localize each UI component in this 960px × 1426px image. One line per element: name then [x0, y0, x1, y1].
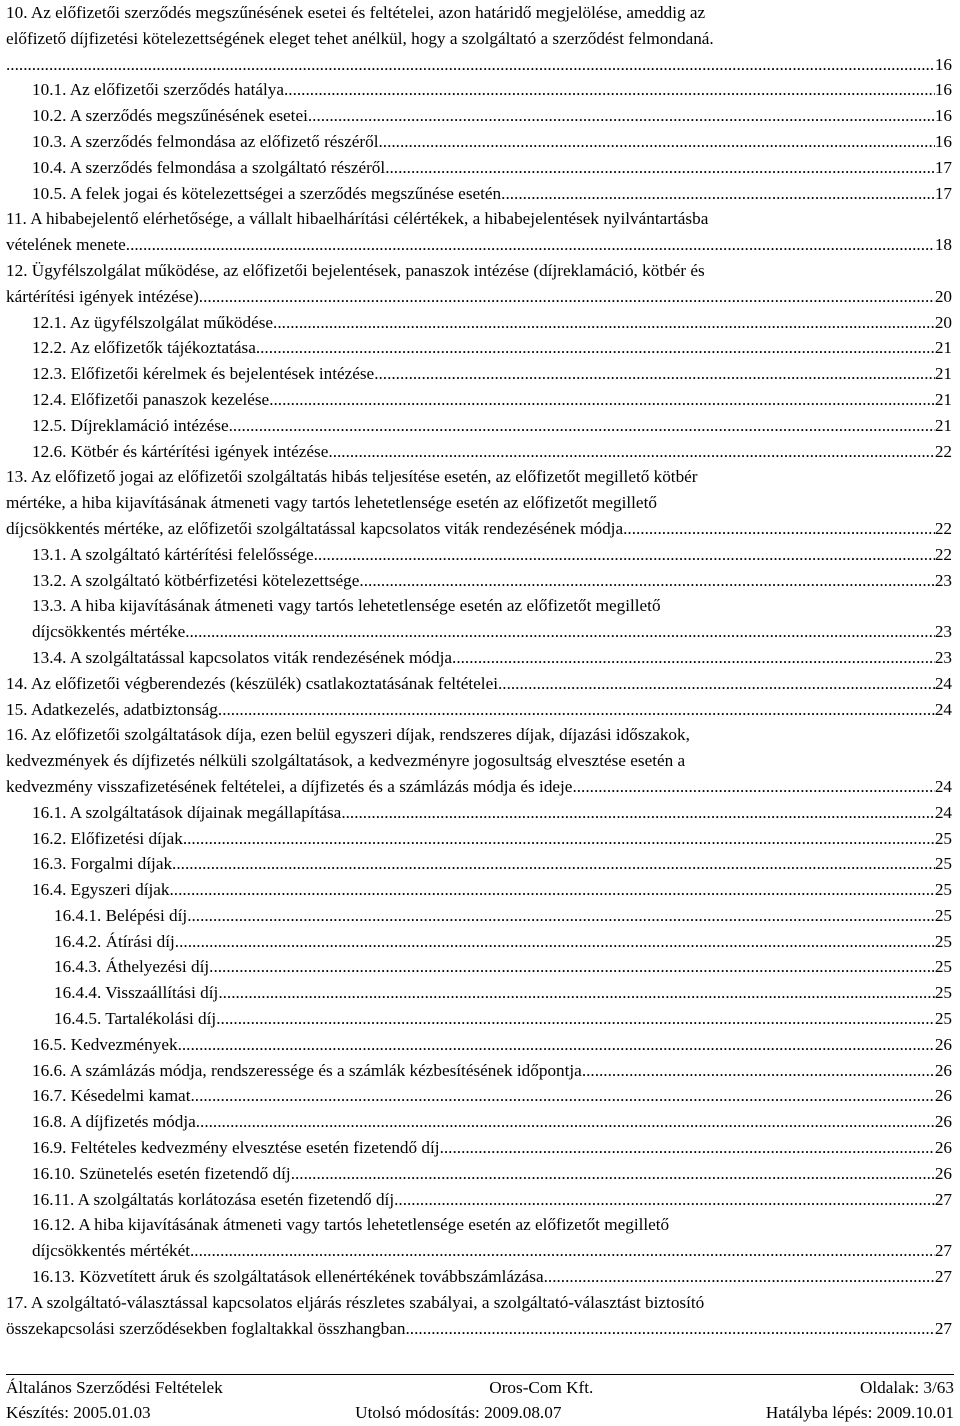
toc-page-number: 24: [934, 802, 952, 822]
dot-leader: [183, 826, 935, 852]
dot-leader: [185, 619, 935, 645]
toc-page-number: 16: [934, 54, 952, 74]
toc-entry[interactable]: [6, 1135, 952, 1161]
toc-entry-text: 14. Az előfizetői végberendezés (készülék) csatlakoztatásának feltételei.: [6, 673, 503, 693]
dot-leader: [190, 1083, 934, 1109]
toc-page-number: 26: [934, 1086, 952, 1106]
toc-page-number: 24: [934, 776, 952, 796]
dot-leader: [256, 335, 935, 361]
toc-entry[interactable]: [6, 542, 952, 568]
toc-page-number: 23: [934, 647, 952, 667]
dot-leader: [410, 1316, 935, 1342]
toc-entry[interactable]: [6, 568, 952, 594]
toc-entry-text: 10.1. Az előfizetői szerződés hatálya: [32, 80, 284, 100]
toc-entry-text: 12. Ügyfélszolgálat működése, az előfizetői bejelentések, panaszok intézése (díjreklamáció, kötbér és: [6, 260, 705, 280]
dot-leader: [273, 310, 935, 336]
dot-leader: [229, 413, 935, 439]
dot-leader: [452, 645, 935, 671]
toc-entry-text: díjcsökkentés mértéke: [32, 622, 186, 642]
footer-page-number: Oldalak: 3/63: [859, 1378, 954, 1397]
toc-entry[interactable]: [6, 929, 952, 955]
toc-entry[interactable]: [6, 1109, 952, 1135]
toc-entry[interactable]: [6, 335, 952, 361]
toc-page-number: 22: [934, 544, 952, 564]
toc-entry-text: 16.6. A számlázás módja, rendszeressége és a számlák kézbesítésének időpontja: [32, 1060, 582, 1080]
dot-leader: [501, 181, 935, 207]
toc-page-number: 24: [934, 673, 952, 693]
dot-leader: [341, 800, 935, 826]
toc-entry[interactable]: [6, 103, 952, 129]
toc-entry-text: 10.4. A szerződés felmondása a szolgáltató részéről: [32, 157, 386, 177]
toc-entry[interactable]: [6, 129, 952, 155]
toc-page-number: 27: [934, 1318, 952, 1338]
dot-leader: [577, 774, 935, 800]
toc-entry-text: 13.1. A szolgáltató kártérítési felelőssége: [32, 544, 314, 564]
dot-leader: [222, 697, 935, 723]
footer-effective-date: Hatályba lépés: 2009.10.01: [765, 1403, 954, 1422]
footer-created-date: Készítés: 2005.01.03: [6, 1403, 151, 1422]
toc-page-number: 21: [934, 338, 952, 358]
toc-entry-text: vételének menete: [6, 235, 126, 255]
dot-leader: [218, 980, 935, 1006]
toc-page-number: 17: [934, 183, 952, 203]
toc-entry[interactable]: [6, 1083, 952, 1109]
toc-entry-text: 13.3. A hiba kijavításának átmeneti vagy tartós lehetetlensége esetén az előfizetőt megillető: [32, 596, 661, 616]
dot-leader: [544, 1264, 935, 1290]
toc-page-number: 25: [934, 1009, 952, 1029]
toc-entry[interactable]: [6, 206, 952, 258]
dot-leader: [126, 232, 935, 258]
toc-entry-text: kedvezmény visszafizetésének feltételei, a díjfizetés és a számlázás módja és ideje.: [6, 776, 577, 796]
toc-entry-text: 16.10. Szünetelés esetén fizetendő díj: [32, 1163, 291, 1183]
dot-leader: [394, 1187, 935, 1213]
toc-page-number: 25: [934, 880, 952, 900]
toc-entry[interactable]: [6, 1032, 952, 1058]
toc-entry-text: előfizető díjfizetési kötelezettségének eleget tehet anélkül, hogy a szolgáltató a szerződést felmondaná.: [6, 28, 714, 48]
toc-entry-text: 10.5. A felek jogai és kötelezettségei a szerződés megszűnése esetén: [32, 183, 502, 203]
dot-leader: [359, 568, 934, 594]
toc-entry-text: 12.4. Előfizetői panaszok kezelése: [32, 389, 270, 409]
toc-entry-text: 16. Az előfizetői szolgáltatások díja, ezen belül egyszeri díjak, rendszeres díjak, díjazási időszakok,: [6, 725, 690, 745]
toc-page-number: 23: [934, 622, 952, 642]
dot-leader: [196, 1109, 935, 1135]
toc-entry-text: 16.4.3. Áthelyezési díj: [54, 957, 210, 977]
toc-entry-text: 13.4. A szolgáltatással kapcsolatos viták rendezésének módja: [32, 647, 453, 667]
dot-leader: [209, 954, 935, 980]
toc-entry-text: 13. Az előfizető jogai az előfizetői szolgáltatás hibás teljesítése esetén, az előfizetőt megillető kötbér: [6, 467, 698, 487]
toc-entry-text: 15. Adatkezelés, adatbiztonság.: [6, 699, 223, 719]
toc-entry-text: 16.4.5. Tartalékolási díj: [54, 1009, 217, 1029]
dot-leader: [172, 851, 935, 877]
toc-entry[interactable]: [6, 1290, 952, 1342]
toc-entry[interactable]: [6, 671, 952, 697]
toc-entry[interactable]: [6, 1264, 952, 1290]
toc-entry[interactable]: [6, 1161, 952, 1187]
dot-leader: [385, 155, 935, 181]
toc-page-number: 26: [934, 1060, 952, 1080]
toc-page-number: 26: [934, 1163, 952, 1183]
page-footer: [6, 1374, 954, 1425]
toc-entry-text: összekapcsolási szerződésekben foglaltakkal összhangban.: [6, 1318, 410, 1338]
dot-leader: [216, 1006, 935, 1032]
toc-entry[interactable]: [6, 439, 952, 465]
dot-leader: [627, 516, 934, 542]
dot-leader: [284, 77, 935, 103]
toc-entry-text: 12.5. Díjreklamáció intézése: [32, 415, 229, 435]
dot-leader: [175, 929, 935, 955]
toc-entry-text: díjcsökkentés mértéke, az előfizetői szolgáltatással kapcsolatos viták rendezésének módja.: [6, 518, 628, 538]
toc-page-number: 25: [934, 957, 952, 977]
toc-page-number: 25: [934, 931, 952, 951]
toc-entry-text: 11. A hibabejelentő elérhetősége, a vállalt hibaelhárítási célértékek, a hibabejelentések nyilvántartásba: [6, 209, 709, 229]
dot-leader: [187, 903, 935, 929]
toc-entry-text: 16.5. Kedvezmények: [32, 1034, 178, 1054]
toc-page-number: 25: [934, 854, 952, 874]
toc-entry[interactable]: [6, 800, 952, 826]
toc-entry[interactable]: [6, 826, 952, 852]
dot-leader: [502, 671, 935, 697]
footer-document-title: Általános Szerződési Feltételek: [6, 1378, 223, 1397]
dot-leader: [374, 361, 935, 387]
toc-entry[interactable]: [6, 464, 952, 541]
toc-page-number: 16: [934, 131, 952, 151]
toc-entry[interactable]: [6, 181, 952, 207]
toc-entry-text: kártérítési igények intézése): [6, 286, 199, 306]
toc-entry-text: 16.8. A díjfizetés módja: [32, 1112, 196, 1132]
toc-page-number: 26: [934, 1034, 952, 1054]
toc-entry[interactable]: [6, 851, 952, 877]
toc-entry[interactable]: [6, 697, 952, 723]
toc-entry[interactable]: [6, 1058, 952, 1084]
toc-entry[interactable]: [6, 980, 952, 1006]
toc-page-number: 16: [934, 106, 952, 126]
toc-entry-text: 16.4.2. Átírási díj: [54, 931, 175, 951]
toc-entry-text: 16.9. Feltételes kedvezmény elvesztése esetén fizetendő díj: [32, 1138, 440, 1158]
toc-entry-text: 16.12. A hiba kijavításának átmeneti vagy tartós lehetetlensége esetén az előfizetőt megillető: [32, 1215, 670, 1235]
dot-leader: [269, 387, 935, 413]
toc-page-number: 21: [934, 364, 952, 384]
toc-entry-text: 16.2. Előfizetési díjak: [32, 828, 183, 848]
toc-entry[interactable]: [6, 1006, 952, 1032]
toc-entry[interactable]: [6, 593, 952, 645]
toc-page-number: 20: [934, 312, 952, 332]
toc-page-number: 27: [934, 1241, 952, 1261]
toc-entry[interactable]: [6, 361, 952, 387]
dot-leader: [291, 1161, 935, 1187]
toc-entry[interactable]: [6, 1187, 952, 1213]
dot-leader: [582, 1058, 935, 1084]
toc-entry-text: 17. A szolgáltató-választással kapcsolatos eljárás részletes szabályai, a szolgáltató-választást biztosító: [6, 1292, 705, 1312]
dot-leader: [378, 129, 934, 155]
toc-page-number: 20: [934, 286, 952, 306]
toc-page-number: 25: [934, 905, 952, 925]
toc-page-number: 22: [934, 441, 952, 461]
dot-leader: [308, 103, 935, 129]
toc-entry-text: kedvezmények és díjfizetés nélküli szolgáltatások, a kedvezményre jogosultság elvesztése esetén a: [6, 751, 686, 771]
toc-entry-text: 16.1. A szolgáltatások díjainak megállapítása: [32, 802, 342, 822]
toc-page-number: 26: [934, 1112, 952, 1132]
dot-leader: [169, 877, 934, 903]
dot-leader: [178, 1032, 935, 1058]
toc-entry[interactable]: [6, 722, 952, 799]
toc-page-number: 22: [934, 518, 952, 538]
toc-entry[interactable]: [6, 258, 952, 310]
toc-entry-text: 10.3. A szerződés felmondása az előfizető részéről: [32, 131, 379, 151]
toc-page-number: 24: [934, 699, 952, 719]
toc-entry-text: 10.2. A szerződés megszűnésének esetei: [32, 106, 308, 126]
toc-entry-text: 16.11. A szolgáltatás korlátozása esetén fizetendő díj: [32, 1189, 395, 1209]
toc-entry-text: 12.2. Az előfizetők tájékoztatása: [32, 338, 256, 358]
toc-entry-text: mértéke, a hiba kijavításának átmeneti vagy tartós lehetetlensége esetén az előfizetőt megillető: [6, 493, 657, 513]
toc-page-number: 25: [934, 828, 952, 848]
toc-entry-text: 10. Az előfizetői szerződés megszűnésének esetei és feltételei, azon határidő megjelölése, ameddig az: [6, 3, 706, 22]
toc-entry-text: 16.4.1. Belépési díj: [54, 905, 188, 925]
toc-entry-text: 16.4. Egyszeri díjak: [32, 880, 170, 900]
toc-entry[interactable]: [6, 954, 952, 980]
toc-page-number: 16: [934, 80, 952, 100]
toc-page-number: 25: [934, 983, 952, 1003]
toc-entry[interactable]: [6, 0, 952, 77]
toc-entry[interactable]: [6, 1212, 952, 1264]
table-of-contents: [6, 0, 952, 1341]
dot-leader: [199, 284, 935, 310]
toc-entry-text: 13.2. A szolgáltató kötbérfizetési kötelezettsége: [32, 570, 360, 590]
toc-entry[interactable]: [6, 387, 952, 413]
footer-company: Oros-Com Kft.: [489, 1378, 594, 1397]
toc-page-number: 17: [934, 157, 952, 177]
toc-entry[interactable]: [6, 877, 952, 903]
toc-page-number: 26: [934, 1138, 952, 1158]
dot-leader: [190, 1238, 935, 1264]
toc-entry[interactable]: [6, 413, 952, 439]
toc-entry-text: 12.3. Előfizetői kérelmek és bejelentések intézése: [32, 364, 375, 384]
toc-entry-text: 16.4.4. Visszaállítási díj: [54, 983, 219, 1003]
toc-entry[interactable]: [6, 77, 952, 103]
toc-entry-text: 12.1. Az ügyfélszolgálat működése: [32, 312, 274, 332]
toc-entry-text: díjcsökkentés mértékét: [32, 1241, 190, 1261]
toc-entry-text: 16.13. Közvetített áruk és szolgáltatások ellenértékének továbbszámlázása: [32, 1267, 544, 1287]
toc-entry[interactable]: [6, 645, 952, 671]
toc-entry-text: 16.3. Forgalmi díjak: [32, 854, 173, 874]
dot-leader: [440, 1135, 935, 1161]
dot-leader: [6, 52, 935, 78]
toc-entry[interactable]: [6, 903, 952, 929]
toc-entry[interactable]: [6, 155, 952, 181]
footer-modified-date: Utolsó módosítás: 2009.08.07: [355, 1403, 562, 1422]
toc-page-number: 23: [934, 570, 952, 590]
toc-entry[interactable]: [6, 310, 952, 336]
toc-entry-text: 12.6. Kötbér és kártérítési igények intézése: [32, 441, 329, 461]
dot-leader: [328, 439, 934, 465]
toc-page-number: 21: [934, 389, 952, 409]
toc-page-number: 18: [934, 235, 952, 255]
toc-entry-text: 16.7. Késedelmi kamat: [32, 1086, 191, 1106]
toc-page-number: 27: [934, 1189, 952, 1209]
dot-leader: [314, 542, 935, 568]
toc-page-number: 21: [934, 415, 952, 435]
toc-page-number: 27: [934, 1267, 952, 1287]
